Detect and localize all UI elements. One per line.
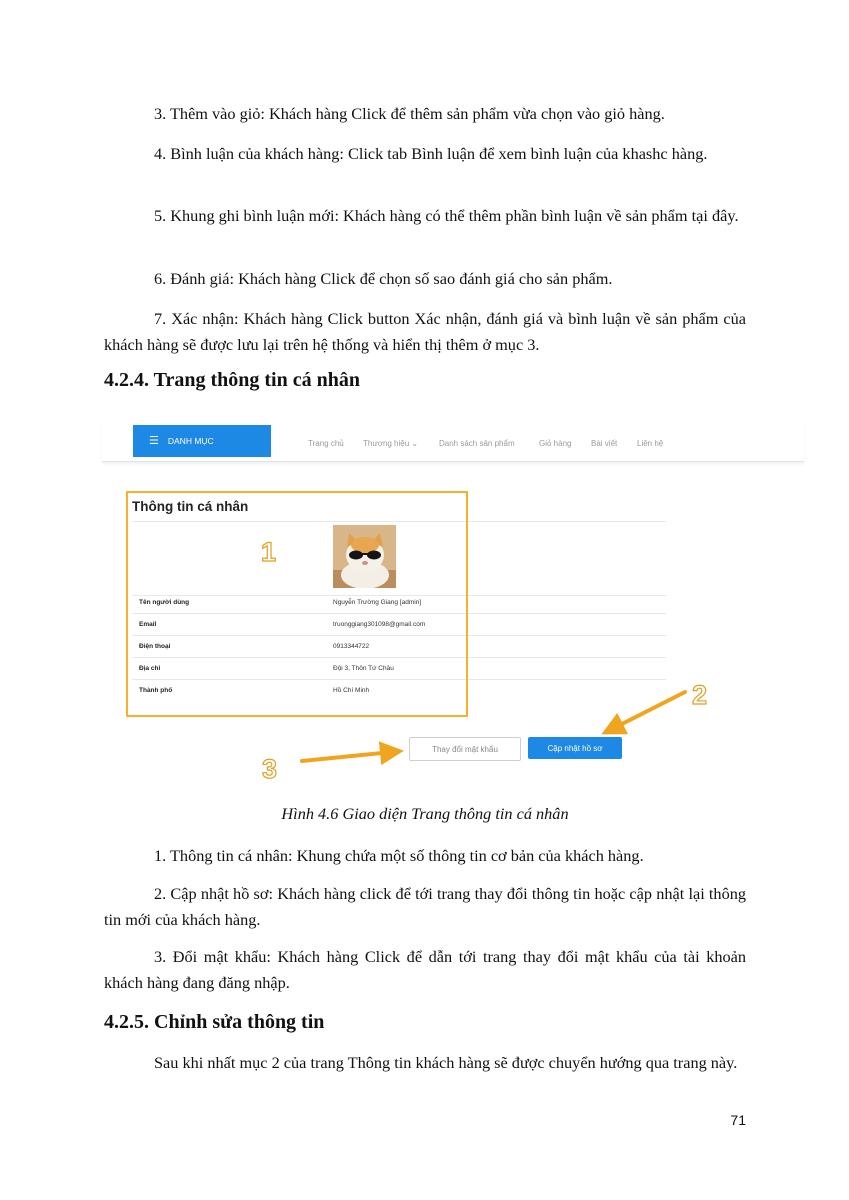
change-password-button[interactable]: Thay đổi mật khẩu xyxy=(409,737,521,761)
row-value-phone: 0913344722 xyxy=(333,643,370,650)
section-heading-4-2-5: 4.2.5. Chỉnh sửa thông tin xyxy=(104,1011,325,1033)
paragraph-profile-info: 1. Thông tin cá nhân: Khung chứa một số thông tin cơ bản của khách hàng. xyxy=(154,846,644,865)
arrow-to-update-profile xyxy=(612,692,685,729)
paragraph-update-profile: 2. Cập nhật hồ sơ: Khách hàng click để tới trang thay đổi thông tin hoặc cập nhật lại thông tin mới của khách hàng. xyxy=(104,884,746,929)
row-value-city: Hồ Chí Minh xyxy=(333,687,370,694)
section-heading-4-2-4: 4.2.4. Trang thông tin cá nhân xyxy=(104,369,360,391)
paragraph-comments: 4. Bình luận của khách hàng: Click tab Bình luận để xem bình luận của khashc hàng. xyxy=(154,144,708,163)
update-profile-button[interactable]: Cập nhật hồ sơ xyxy=(528,737,622,759)
paragraph-new-comment: 5. Khung ghi bình luận mới: Khách hàng có thể thêm phần bình luận về sản phẩm tại đây. xyxy=(154,206,739,225)
marker-3: 3 xyxy=(262,754,278,784)
paragraph-change-password: 3. Đổi mật khẩu: Khách hàng Click để dẫn tới trang thay đổi mật khẩu của tài khoản khách hàng đang đăng nhập. xyxy=(104,947,746,992)
nav-link-contact[interactable]: Liên hệ xyxy=(637,439,664,448)
chevron-down-icon: ⌄ xyxy=(411,439,419,448)
row-value-address: Đội 3, Thôn Tứ Châu xyxy=(333,665,394,672)
nav-link-products[interactable]: Danh sách sản phẩm xyxy=(439,439,515,448)
row-label-email: Email xyxy=(139,621,157,628)
category-menu-label: DANH MỤC xyxy=(167,436,214,446)
profile-panel-title: Thông tin cá nhân xyxy=(132,499,249,514)
paragraph-confirm: 7. Xác nhận: Khách hàng Click button Xác nhận, đánh giá và bình luận về sản phẩm của khách hàng sẽ được lưu lại trên hệ thống và hiển thị thêm ở mục 3. xyxy=(104,309,746,354)
paragraph-add-to-cart: 3. Thêm vào giỏ: Khách hàng Click để thêm sản phẩm vừa chọn vào giỏ hàng. xyxy=(154,104,665,123)
row-label-city: Thành phố xyxy=(139,687,173,694)
paragraph-rating: 6. Đánh giá: Khách hàng Click để chọn số sao đánh giá cho sản phẩm. xyxy=(154,269,613,288)
arrow-to-change-password xyxy=(302,752,392,761)
nav-link-posts[interactable]: Bài viết xyxy=(591,439,618,448)
profile-page-screenshot xyxy=(102,418,804,788)
nav-link-cart[interactable]: Giỏ hàng xyxy=(539,439,572,448)
annotation-arrows xyxy=(102,418,804,788)
nav-link-home[interactable]: Trang chủ xyxy=(308,439,344,448)
marker-2: 2 xyxy=(692,680,708,710)
row-label-username: Tên người dùng xyxy=(139,599,190,606)
paragraph-edit-info: Sau khi nhất mục 2 của trang Thông tin khách hàng sẽ được chuyển hướng qua trang này. xyxy=(154,1053,738,1072)
row-label-address: Địa chỉ xyxy=(139,665,161,672)
marker-1: 1 xyxy=(261,537,277,567)
row-value-username: Nguyễn Trường Giang [admin] xyxy=(333,599,422,606)
page-number: 71 xyxy=(730,1112,746,1128)
nav-link-brands-label: Thương hiệu xyxy=(363,439,410,448)
figure-caption: Hình 4.6 Giao diện Trang thông tin cá nhân xyxy=(281,804,569,823)
row-value-email: truonggiang301098@gmail.com xyxy=(333,621,426,628)
row-label-phone: Điện thoại xyxy=(139,643,171,650)
hamburger-icon: ☰ xyxy=(149,434,159,447)
